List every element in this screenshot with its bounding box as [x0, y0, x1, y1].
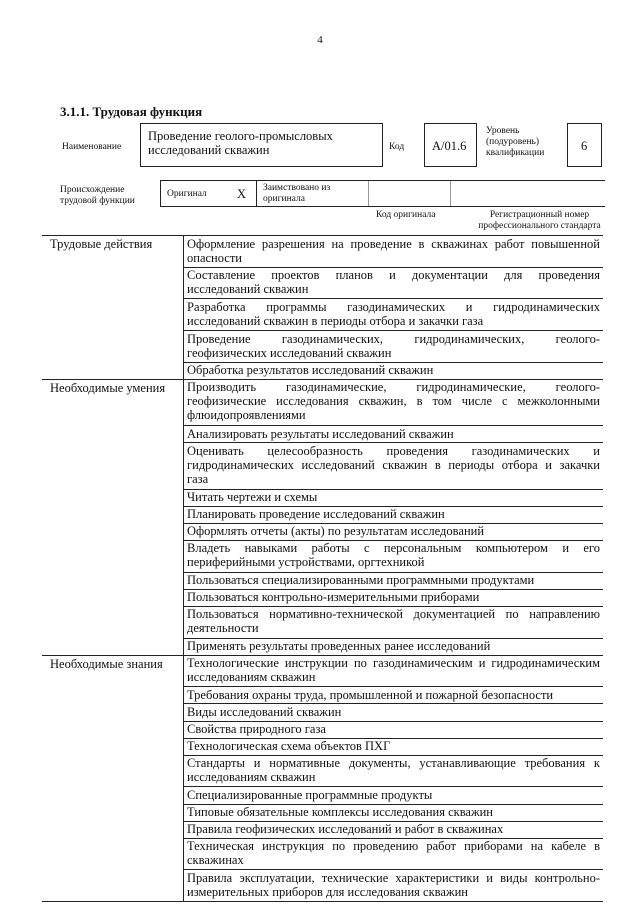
list-item [187, 490, 600, 504]
item-line: Оформлять отчеты (акты) по результатам исследований [187, 524, 485, 539]
name-label: Наименование [62, 142, 122, 152]
item-line: Технологическая схема объектов ПХГ [187, 739, 391, 754]
code-original-label: Код оригинала [376, 210, 436, 220]
item-line: опасности [187, 250, 242, 265]
item-line: Проведение газодинамических, гидродинамических, геолого- [187, 331, 600, 346]
reg-number-label: Регистрационный номер профессионального стандарта [478, 210, 601, 231]
name-value: Проведение геолого-промысловых исследований скважин [148, 129, 333, 157]
level-label: Уровень (подуровень) квалификации [486, 126, 545, 158]
list-item [187, 739, 600, 753]
item-line: Производить газодинамические, гидродинамические, геолого- [187, 380, 600, 395]
section-label: Необходимые умения [50, 380, 166, 395]
list-item [187, 839, 600, 867]
item-line: геофизических исследований скважин [187, 345, 392, 360]
name-value-box [140, 123, 383, 167]
code-value-box [424, 123, 477, 167]
item-line: Виды исследований скважин [187, 704, 342, 719]
list-item [187, 541, 600, 569]
item-line: Читать чертежи и схемы [187, 490, 318, 505]
original-mark: X [237, 187, 247, 201]
list-item [187, 822, 600, 836]
list-item [187, 722, 600, 736]
item-line: Правила эксплуатации, технические характеристики и виды контрольно- [187, 870, 600, 885]
item-line: периферийными устройствами, оргтехникой [187, 555, 425, 570]
item-line: Применять результаты проведенных ранее исследований [187, 639, 491, 653]
item-line: Составление проектов планов и документации для проведения [187, 268, 600, 283]
item-line: Обработка результатов исследований скважин [187, 363, 434, 378]
item-line: Оформление разрешения на проведение в скважинах работ повышенной [187, 236, 600, 251]
list-item [187, 871, 600, 899]
level-value-box [567, 123, 602, 167]
list-item [187, 268, 600, 296]
list-item [187, 524, 600, 538]
section-label: Необходимые знания [50, 656, 163, 671]
item-line: Свойства природного газа [187, 722, 326, 736]
list-item [187, 300, 600, 328]
item-line: Правила геофизических исследований и работ в скважинах [187, 822, 504, 837]
list-item [187, 573, 600, 587]
level-value: 6 [581, 139, 588, 153]
item-line: исследований скважин в периоды отбора и закачки газа [187, 313, 484, 328]
item-line: Типовые обязательные комплексы исследования скважин [187, 805, 493, 819]
item-line: Разработка программы газодинамических и гидродинамических [187, 299, 600, 314]
list-item [187, 656, 600, 684]
item-line: гидродинамических исследований скважин в периоды отбора и закачки [187, 457, 600, 472]
item-line: газа [187, 471, 209, 486]
competency-table [42, 235, 603, 902]
item-line: Оценивать целесообразность проведения газодинамических и [187, 443, 600, 458]
list-item [187, 756, 600, 784]
item-line: скважинах [187, 853, 244, 868]
list-item [187, 332, 600, 360]
list-item [187, 788, 600, 802]
item-line: Планировать проведение исследований скважин [187, 507, 445, 522]
item-line: Техническая инструкция по проведению работ приборами на кабеле в [187, 839, 600, 854]
item-line: Анализировать результаты исследований скважин [187, 426, 454, 441]
item-line: измерительных приборов для исследования скважин [187, 884, 468, 899]
section-label: Трудовые действия [50, 237, 153, 251]
code-value: А/01.6 [432, 139, 467, 153]
item-line: исследованиям скважин [187, 770, 316, 785]
code-label: Код [389, 142, 405, 152]
item-line: Специализированные программные продукты [187, 787, 433, 802]
item-line: флюидопроявлениями [187, 408, 306, 423]
page-number: 4 [317, 34, 323, 46]
list-item [187, 705, 600, 719]
origin-label: Происхождение трудовой функции [60, 185, 135, 206]
item-line: исследованиям скважин [187, 670, 316, 685]
original-label: Оригинал [167, 189, 207, 199]
list-item [187, 590, 600, 604]
item-line: Стандарты и нормативные документы, устанавливающие требования к [187, 756, 600, 771]
item-line: Владеть навыками работы с персональным компьютером и его [187, 541, 600, 556]
borrowed-label: Заимствовано из оригинала [263, 183, 331, 204]
origin-table [160, 180, 605, 207]
list-item [187, 380, 600, 422]
list-item [187, 427, 600, 441]
item-line: Пользоваться контрольно-измерительными приборами [187, 590, 480, 605]
item-line: геофизические исследования скважин, в том числе с межколонными [187, 394, 600, 409]
item-line: Требования охраны труда, промышленной и пожарной безопасности [187, 687, 554, 702]
list-item [187, 639, 600, 653]
item-line: Технологические инструкции по газодинамическим и гидродинамическим [187, 656, 600, 671]
section-title: 3.1.1. Трудовая функция [60, 104, 203, 119]
list-item [187, 363, 600, 377]
list-item [187, 444, 600, 486]
list-item [187, 607, 600, 635]
item-line: Пользоваться нормативно-технической документацией по направлению [187, 607, 600, 622]
item-line: деятельности [187, 621, 259, 636]
item-line: исследований скважин [187, 282, 309, 297]
list-item [187, 805, 600, 819]
item-line: Пользоваться специализированными программными продуктами [187, 573, 535, 588]
list-item [187, 688, 600, 702]
list-item [187, 507, 600, 521]
list-item [187, 237, 600, 265]
